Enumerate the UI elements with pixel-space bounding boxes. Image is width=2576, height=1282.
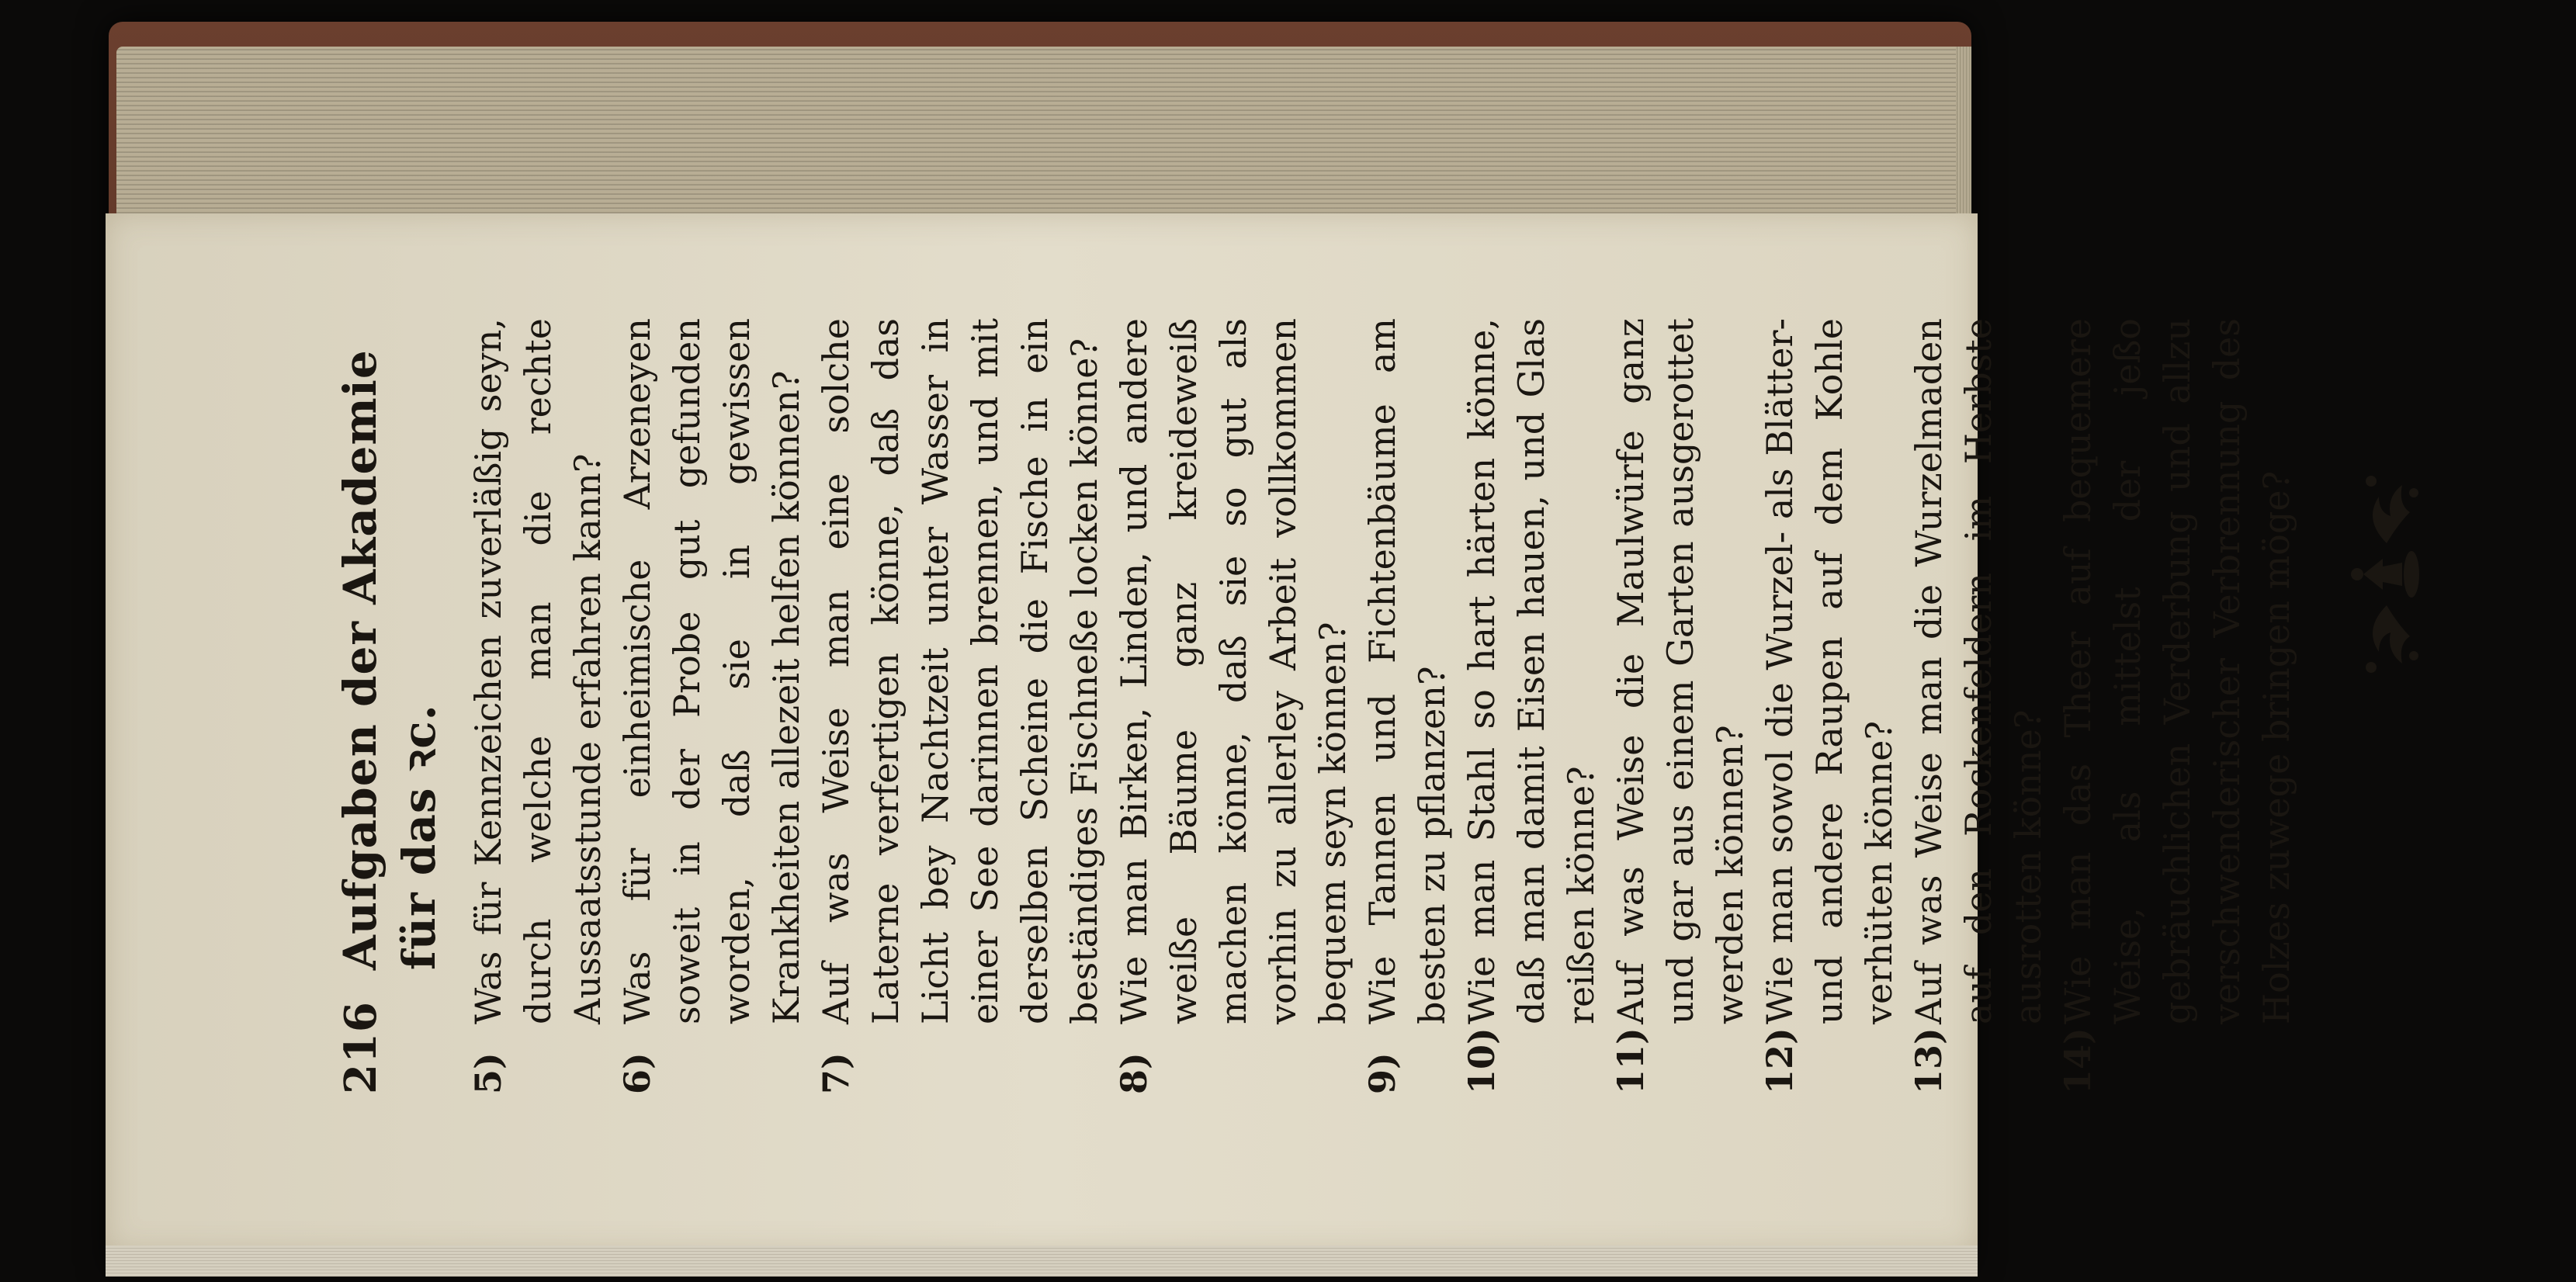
list-item: [1755, 318, 1904, 1094]
list-item: [612, 318, 811, 1094]
running-head: [334, 318, 448, 1094]
item-number: 9): [1361, 1052, 1403, 1094]
page-text-block: [334, 318, 2297, 1094]
page-edges-top: [116, 47, 1964, 213]
list-item: [1109, 318, 1357, 1094]
page-edges-bottom: [106, 1246, 1978, 1277]
item-number: 13): [1908, 1027, 1950, 1094]
list-item: [1457, 318, 1606, 1094]
item-text: Auf was Weise man eine solche Laterne verfertigen könne, daß das Licht bey Nachtzeit unter Wasser in einer See darinnen brennen, und mit derselben Scheine die Fische in ein beständiges Fischneße locken könne?: [815, 318, 1105, 1024]
item-text: Auf was Weise man die Wurzelmaden auf den Rockenfeldern im Herbste ausrotten könne?: [1908, 318, 2049, 1024]
item-text: Was für Kennzeichen zuverläßig seyn, durch welche man die rechte Aussaatsstunde erfahren kann?: [467, 318, 608, 1024]
item-number: 6): [616, 1052, 658, 1094]
item-text: Wie man das Theer auf bequemere Weise, als mittelst der jeßo gebräuchlichen Verderbung und allzu verschwenderischer Verbrennung des Holzes zuwege bringen möge?: [2057, 318, 2297, 1024]
item-number: 10): [1461, 1027, 1503, 1094]
list-item: [463, 318, 612, 1094]
item-number: 5): [467, 1052, 509, 1094]
item-text: Auf was Weise die Maulwürfe ganz und gar aus einem Garten ausgerottet werden können?: [1610, 318, 1751, 1024]
list-item: [1606, 318, 1755, 1094]
list-item: [1904, 318, 2053, 1094]
running-head-title: Aufgaben der Akademie für das ꝛc.: [334, 349, 446, 971]
item-number: 11): [1610, 1027, 1652, 1094]
item-number: 8): [1113, 1052, 1155, 1094]
list-item: [811, 318, 1109, 1094]
item-number: 14): [2057, 1027, 2099, 1094]
crown-flourish-ornament-icon: [2340, 458, 2433, 691]
list-item: [1357, 318, 1457, 1094]
item-text: Wie man sowol die Wurzel- als Blätter- und andere Raupen auf dem Kohle verhüten könne?: [1759, 318, 1900, 1024]
question-list: [463, 318, 2301, 1094]
item-number: 7): [815, 1052, 857, 1094]
page-number: 216: [335, 1001, 387, 1094]
item-text: Wie Tannen und Fichtenbäume am besten zu pflanzen?: [1361, 318, 1453, 1024]
item-text: Wie man Stahl so hart härten könne, daß man damit Eisen hauen, und Glas reißen könne?: [1461, 318, 1602, 1024]
list-item: [2053, 318, 2301, 1094]
item-number: 12): [1759, 1027, 1801, 1094]
item-text: Wie man Birken, Linden, und andere weiße Bäume ganz kreideweiß machen könne, daß sie so gut als vorhin zu allerley Arbeit vollkommen bequem seyn können?: [1113, 318, 1354, 1024]
item-text: Was für einheimische Arzeneyen soweit in der Probe gut gefunden worden, daß sie in gewissen Krankheiten allezeit helfen können?: [616, 318, 807, 1024]
